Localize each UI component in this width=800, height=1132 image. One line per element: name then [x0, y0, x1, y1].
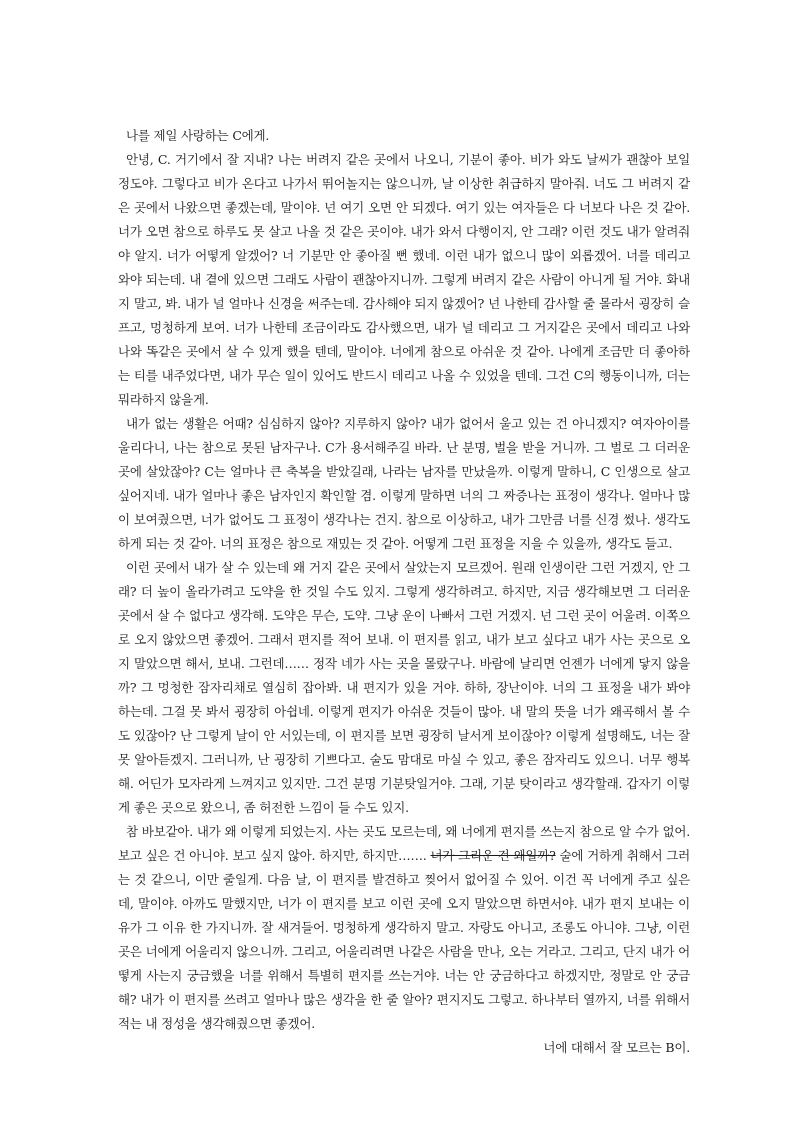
letter-salutation: 나를 제일 사랑하는 C에게. [126, 128, 270, 143]
letter-paragraph-2: 내가 없는 생활은 어때? 심심하지 않아? 지루하지 않아? 내가 없어서 울고 있는 건 아니겠지? 여자아이를 울리다니, 나는 참으로 못된 남자구나. C가 용서해주길 바라. 난 분명, 벌을 받을 거니까. 그 벌로 그 더러운 곳에 살았잖아? C는 얼마나 큰 축복을 받았길래, 나라는 남자를 만났을까. 이렇게 말하니, C 인생으로 살고 싶어지네. 내가 얼마나 좋은 남자인지 확인할 겸. 이렇게 말하면 너의 그 짜증나는 표정이 생각나. 얼마나 많이 보여줬으면, 너가 없어도 그 표정이 생각나는 건지. 참으로 이상하고, 내가 그만큼 너를 신경 썼나. 생각도 하게 되는 것 같아. 너의 표정은 참으로 재밌는 것 같아. 어떻게 그런 표정을 지을 수 있을까, 생각도 들고. [118, 416, 690, 551]
letter-paragraph-3: 이런 곳에서 내가 살 수 있는데 왜 거지 같은 곳에서 살았는지 모르겠어. 원래 인생이란 그런 거겠지, 안 그래? 더 높이 올라가려고 도약을 한 것일 수도 있지. 그렇게 생각하려고. 하지만, 지금 생각해보면 그 더러운 곳에서 살 수 없다고 생각해. 도약은 무슨, 도약. 그냥 운이 나빠서 그런 거겠지. 넌 그런 곳이 어울려. 이쪽으로 오지 않았으면 좋겠어. 그래서 편지를 적어 보내. 이 편지를 읽고, 내가 보고 싶다고 내가 사는 곳으로 오지 말았으면 해서, 보내. 그런데…… 정작 네가 사는 곳을 몰랐구나. 바람에 날리면 언젠가 너에게 닿지 않을까? 그 멍청한 잠자리채로 열심히 잡아봐. 내 편지가 있을 거야. 하하, 장난이야. 너의 그 표정을 내가 봐야 하는데. 그걸 못 봐서 굉장히 아쉽네. 이렇게 편지가 아쉬운 것들이 많아. 내 말의 뜻을 너가 왜곡해서 볼 수도 있잖아? 난 그렇게 날이 안 서있는데, 이 편지를 보면 굉장히 날서게 보이잖아? 이렇게 설명해도, 너는 잘못 알아듣겠지. 그러니까, 난 굉장히 기쁘다고. 술도 맘대로 마실 수 있고, 좋은 잠자리도 있으니. 너무 행복해. 어딘가 모자라게 느껴지고 있지만. 그건 분명 기분탓일거야. 그래, 기분 탓이라고 생각할래. 갑자기 이렇게 좋은 곳으로 왔으니, 좀 허전한 느낌이 들 수도 있지. [118, 560, 690, 815]
struck-through-text: 너가 그리운 건 왜일까? [430, 848, 556, 863]
letter-paragraph-1: 안녕, C. 거기에서 잘 지내? 나는 버려지 같은 곳에서 나오니, 기분이 좋아. 비가 와도 날씨가 괜찮아 보일 정도야. 그렇다고 비가 온다고 나가서 뛰어놀지는 않으니까, 날 이상한 취급하지 말아줘. 너도 그 버려지 같은 곳에서 나왔으면 좋겠는데, 말이야. 넌 여기 오면 안 되겠다. 여기 있는 여자들은 다 너보다 나은 것 같아. 너가 오면 참으로 하루도 못 살고 나올 것 같은 곳이야. 내가 와서 다행이지, 안 그래? 이런 것도 내가 알려줘야 알지. 너가 어떻게 알겠어? 너 기분만 안 좋아질 뻔 했네. 이런 내가 없으니 많이 외롭겠어. 너를 데리고 와야 되는데. 내 곁에 있으면 그래도 사람이 괜찮아지니까. 그렇게 버려지 같은 사람이 아니게 될 거야. 화내지 말고, 봐. 내가 널 얼마나 신경을 써주는데. 감사해야 되지 않겠어? 넌 나한테 감사할 줄 몰라서 굉장히 슬프고, 멍청하게 보여. 너가 나한테 조금이라도 감사했으면, 내가 널 데리고 그 거지같은 곳에서 데리고 나와 나와 똑같은 곳에서 살 수 있게 했을 텐데, 말이야. 너에게 참으로 아쉬운 것 같아. 나에게 조금만 더 좋아하는 티를 내주었다면, 내가 무슨 일이 있어도 반드시 데리고 나올 수 있었을 텐데. 그건 C의 행동이니까, 더는 뭐라하지 않을게. [118, 152, 690, 407]
paragraph-4-text-before: 참 바보같아. 내가 왜 이렇게 되었는지. 사는 곳도 모르는데, 왜 너에게 편지를 쓰는지 참으로 알 수가 없어. 보고 싶은 건 아니야. 보고 싶지 않아. 하지만, 하지만……. [118, 824, 690, 863]
letter-paragraph-4 [118, 820, 690, 1036]
letter [118, 124, 690, 1060]
letter-signature: 너에 대해서 잘 모르는 B이. [543, 1040, 690, 1055]
paragraph-4-text-after: 술에 거하게 취해서 그러는 것 같으니, 이만 줄일게. 다음 날, 이 편지를 발견하고 찢어서 없어질 수 있어. 이건 꼭 너에게 주고 싶은데, 말이야. 아까도 말했지만, 너가 이 편지를 보고 이런 곳에 오지 말았으면 하면서야. 내가 편지 보내는 이유가 그 이유 한 가지니까. 잘 새겨들어. 멍청하게 생각하지 말고. 자랑도 아니고, 조롱도 아니야. 그냥, 이런 곳은 너에게 어울리지 않으니까. 그리고, 어울리려면 나같은 사람을 만나, 오는 거라고. 그리고, 단지 내가 어떻게 사는지 궁금했을 너를 위해서 특별히 편지를 쓰는거야. 너는 안 궁금하다고 하겠지만, 정말로 안 궁금해? 내가 이 편지를 쓰려고 얼마나 많은 생각을 한 줄 알아? 편지지도 그렇고. 하나부터 열까지, 너를 위해서 적는 내 정성을 생각해줬으면 좋겠어. [118, 848, 690, 1031]
